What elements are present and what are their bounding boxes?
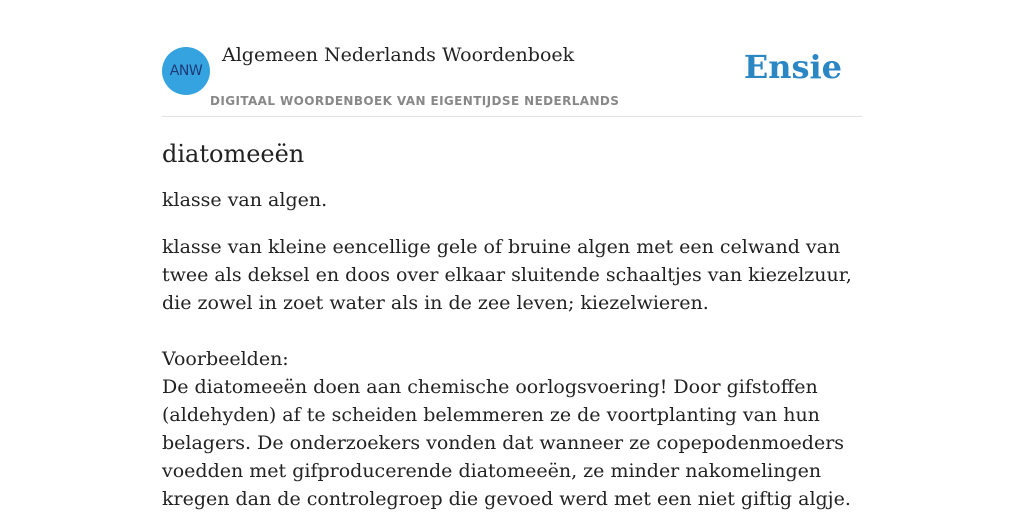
- example-text: De diatomeeën doen aan chemische oorlogsvoering! Door gifstoffen (aldehyden) af te scheiden belemmeren ze de voortplanting van hun belagers. De onderzoekers vonden dat wanneer ze copepodenmoeders voedden met gifproducerende diatomeeën, ze minder nakomelingen kregen dan de controlegroep die gevoed werd met een niet giftig algje.: [162, 376, 851, 510]
- examples-label: Voorbeelden:: [162, 348, 289, 370]
- site-title[interactable]: Algemeen Nederlands Woordenboek: [222, 44, 575, 66]
- anw-logo[interactable]: ANW: [162, 47, 210, 95]
- site-header: [162, 0, 862, 117]
- ensie-brand-logo[interactable]: Ensie: [743, 48, 842, 86]
- long-definition: klasse van kleine eencellige gele of bruine algen met een celwand van twee als deksel en doos over elkaar sluitende schaaltjes van kiezelzuur, die zowel in zoet water als in de zee leven; kiezelwieren.: [162, 236, 852, 314]
- short-definition: klasse van algen.: [162, 189, 328, 211]
- entry-content: [162, 137, 862, 512]
- entry-headword: diatomeeën: [162, 140, 305, 168]
- site-subtitle: DIGITAAL WOORDENBOEK VAN EIGENTIJDSE NEDERLANDS: [210, 94, 620, 108]
